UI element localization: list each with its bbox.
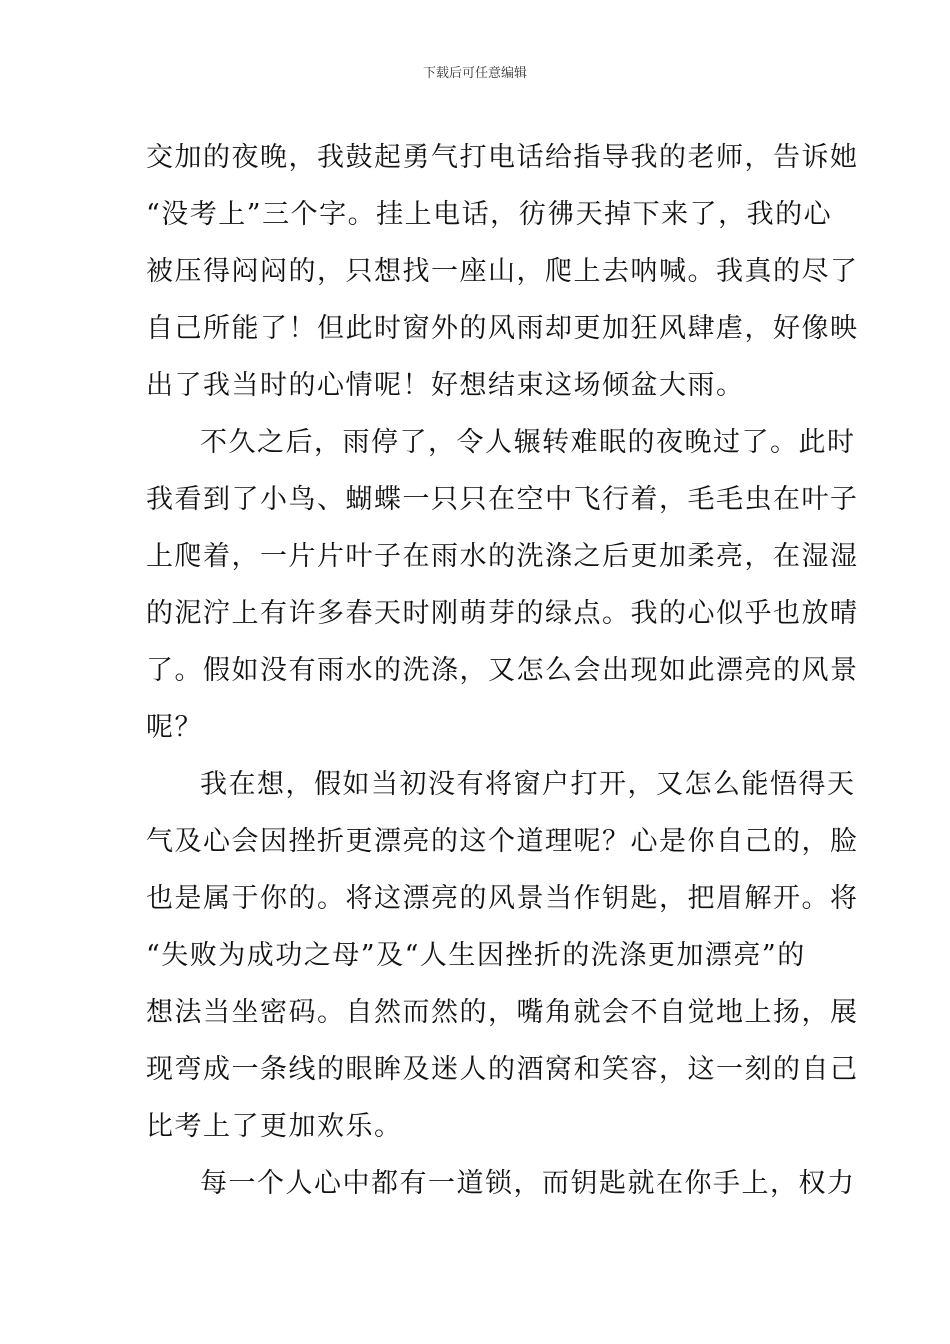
text-line: “没考上”三个字。挂上电话，彷彿天掉下来了，我的心 — [146, 199, 833, 230]
text-line: 现弯成一条线的眼眸及迷人的酒窝和笑容，这一刻的自己 — [146, 1054, 859, 1085]
text-line: 出了我当时的心情呢！好想结束这场倾盆大雨。 — [146, 370, 745, 401]
text-line: 呢？ — [146, 712, 203, 743]
paragraph-start-line: 不久之后，雨停了，令人辗转难眠的夜晚过了。此时 — [200, 427, 856, 458]
text-line: 的泥泞上有许多春天时刚萌芽的绿点。我的心似乎也放晴 — [146, 598, 859, 629]
text-line: 自己所能了！但此时窗外的风雨却更加狂风肆虐，好像映 — [146, 313, 859, 344]
text-line: 也是属于你的。将这漂亮的风景当作钥匙，把眉解开。将 — [146, 883, 859, 914]
body-text — [146, 129, 859, 1212]
text-line: 被压得闷闷的，只想找一座山，爬上去呐喊。我真的尽了 — [146, 256, 859, 287]
text-line: 了。假如没有雨水的洗涤，又怎么会出现如此漂亮的风景 — [146, 655, 859, 686]
text-line: 上爬着，一片片叶子在雨水的洗涤之后更加柔亮，在湿湿 — [146, 541, 859, 572]
paragraph-start-line: 每一个人心中都有一道锁，而钥匙就在你手上，权力 — [200, 1168, 856, 1199]
paragraph-start-line: 我在想，假如当初没有将窗户打开，又怎么能悟得天 — [200, 769, 856, 800]
page-header: 下载后可任意编辑 — [422, 66, 527, 81]
text-line: 交加的夜晚，我鼓起勇气打电话给指导我的老师，告诉她 — [146, 142, 859, 173]
text-line: 我看到了小鸟、蝴蝶一只只在空中飞行着，毛毛虫在叶子 — [146, 484, 859, 515]
text-line: 比考上了更加欢乐。 — [146, 1111, 403, 1142]
text-line: “失败为成功之母”及“人生因挫折的洗涤更加漂亮”的 — [146, 940, 806, 971]
text-line: 气及心会因挫折更漂亮的这个道理呢？心是你自己的，脸 — [146, 826, 859, 857]
text-line: 想法当坐密码。自然而然的，嘴角就会不自觉地上扬，展 — [146, 997, 859, 1028]
